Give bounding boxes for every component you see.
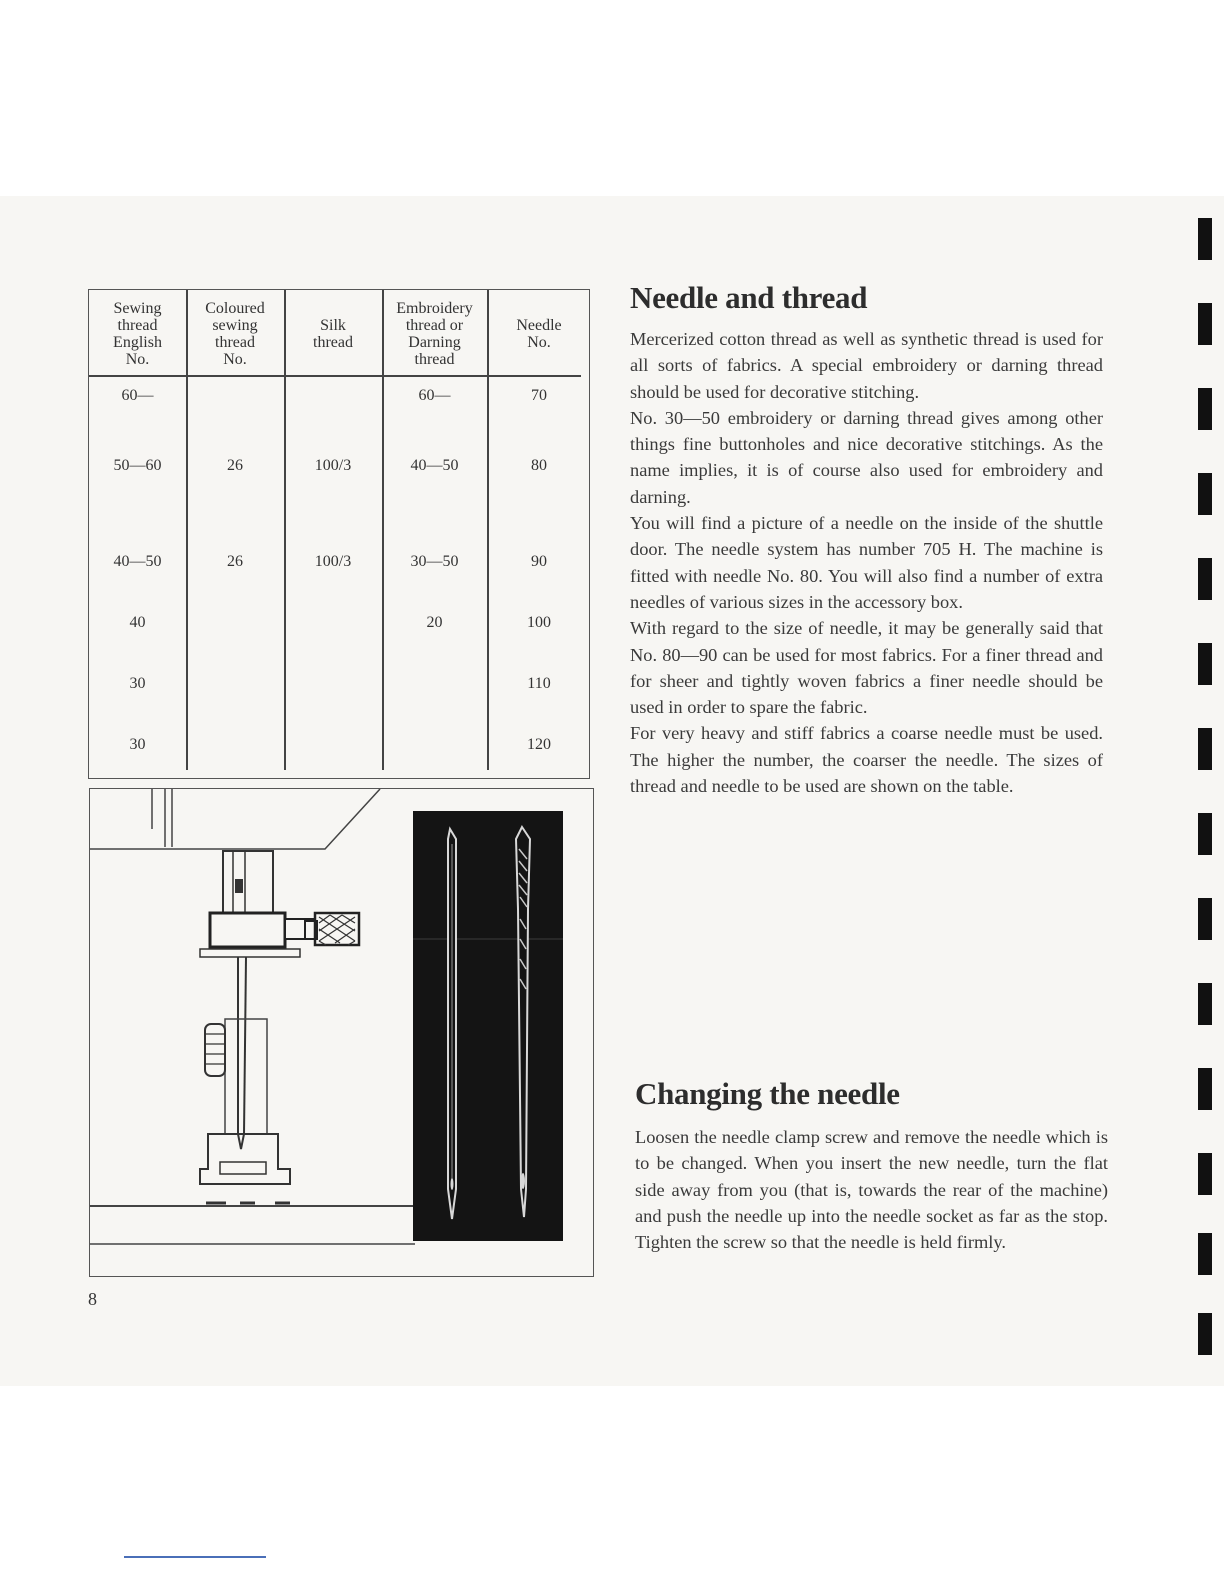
edge-mark <box>1198 983 1212 1025</box>
edge-mark <box>1198 473 1212 515</box>
table-cell: 40—50 <box>113 553 162 570</box>
header-embroidery-thread: Embroidery thread or Darning thread <box>396 300 473 368</box>
paragraph: With regard to the size of needle, it may be generally said that No. 80—90 can be used for most fabrics. For a finer thread and for sheer and tightly woven fabrics a finer needle should be used in order to spare the fabric. <box>630 618 1103 718</box>
paragraph: Mercerized cotton thread as well as synthetic thread is used for all sorts of fabrics. A special embroidery or darning thread should be used for decorative stitching. <box>630 329 1103 402</box>
edge-mark <box>1198 898 1212 940</box>
section-title-changing-the-needle: Changing the needle <box>635 1076 900 1111</box>
table-cell: 26 <box>227 553 243 570</box>
table-cell: 50—60 <box>113 457 162 474</box>
table-cell: 100/3 <box>314 457 352 474</box>
table-cell: 110 <box>527 675 551 692</box>
page-number: 8 <box>88 1289 97 1309</box>
header-needle-no: Needle No. <box>516 317 562 351</box>
table-cell: 80 <box>531 457 547 474</box>
edge-mark <box>1198 303 1212 345</box>
table-header-divider <box>89 375 581 377</box>
edge-mark <box>1198 218 1212 260</box>
table-cell: 70 <box>531 387 547 404</box>
edge-mark <box>1198 558 1212 600</box>
table-cell: 30 <box>129 736 146 753</box>
needle-illustration <box>89 788 594 1277</box>
table-cell: 40—50 <box>410 457 459 474</box>
edge-mark <box>1198 643 1212 685</box>
edge-mark <box>1198 1233 1212 1275</box>
paragraph: No. 30—50 embroidery or darning thread gives among other things fine buttonholes and nice decorative stitchings. As the name implies, it is of course also used for embroidery and darning. <box>630 407 1103 507</box>
table-cell: 60— <box>418 387 451 404</box>
table-cell: 26 <box>227 457 243 474</box>
table-cell: 120 <box>527 736 551 753</box>
manual-page <box>0 196 1224 1386</box>
changing-the-needle-body <box>635 1124 1108 1255</box>
table-cell: 90 <box>531 553 547 570</box>
edge-mark <box>1198 813 1212 855</box>
paragraph: Loosen the needle clamp screw and remove the needle which is to be changed. When you insert the new needle, turn the flat side away from you (that is, towards the rear of the machine) and push the needle up into the needle socket as far as the stop. Tighten the screw so that the needle is held firmly. <box>635 1127 1108 1253</box>
table-cell: 40 <box>129 614 146 631</box>
edge-mark <box>1198 1153 1212 1195</box>
edge-mark <box>1198 388 1212 430</box>
edge-mark <box>1198 1313 1212 1355</box>
paragraph: For very heavy and stiff fabrics a coarse needle must be used. The higher the number, the coarser the needle. The sizes of thread and needle to be used are shown on the table. <box>630 723 1103 797</box>
edge-mark <box>1198 728 1212 770</box>
edge-mark <box>1198 1068 1212 1110</box>
table-cell: 20 <box>426 614 443 631</box>
header-silk-thread: Silk thread <box>313 317 353 351</box>
thread-needle-table <box>88 289 590 779</box>
needle-and-thread-body <box>630 326 1103 799</box>
section-title-needle-and-thread: Needle and thread <box>630 280 868 315</box>
underline-mark <box>124 1556 266 1558</box>
header-coloured-thread: Coloured sewing thread No. <box>205 300 265 368</box>
header-sewing-thread: Sewing thread English No. <box>113 300 162 368</box>
edge-thumb-marks <box>1198 218 1212 1358</box>
table-cell: 60— <box>121 387 154 404</box>
paragraph: You will find a picture of a needle on the inside of the shuttle door. The needle system has number 705 H. The machine is fitted with needle No. 80. You will also find a number of extra needles of various sizes in the accessory box. <box>630 513 1103 612</box>
table-cell: 30—50 <box>410 553 459 570</box>
sewing-machine-needle-drawing <box>90 789 595 1278</box>
table-cell: 100 <box>527 614 551 631</box>
table-cell: 30 <box>129 675 146 692</box>
table-cell: 100/3 <box>314 553 352 570</box>
